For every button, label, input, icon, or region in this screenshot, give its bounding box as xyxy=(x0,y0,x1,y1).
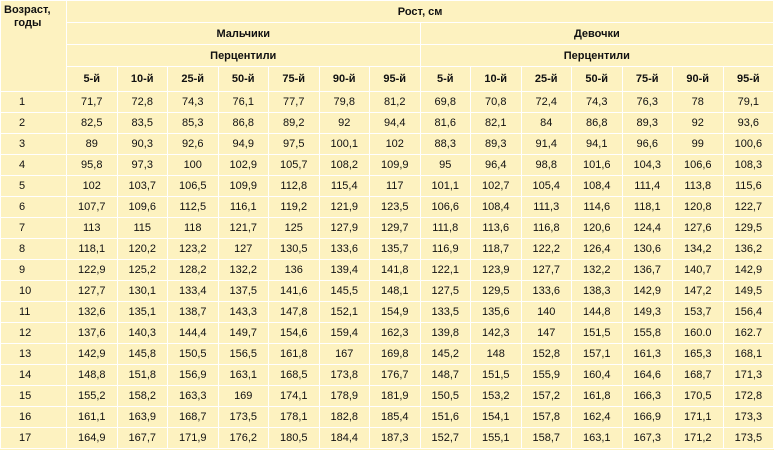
percentile-labels-row xyxy=(1,67,774,92)
girls-height-cell: 108,3 xyxy=(723,155,774,176)
girls-height-cell: 163,1 xyxy=(572,428,623,449)
girls-height-cell: 142,9 xyxy=(723,260,774,281)
boys-height-cell: 127,9 xyxy=(319,218,370,239)
boys-height-cell: 145,5 xyxy=(319,281,370,302)
girls-height-cell: 92 xyxy=(673,113,724,134)
girls-height-cell: 78 xyxy=(673,92,724,113)
boys-height-cell: 89,2 xyxy=(269,113,320,134)
girls-height-cell: 168,7 xyxy=(673,365,724,386)
girls-height-cell: 152,8 xyxy=(521,344,572,365)
boys-height-cell: 122,9 xyxy=(67,260,118,281)
girls-height-cell: 150,5 xyxy=(420,386,471,407)
girls-height-cell: 168,1 xyxy=(723,344,774,365)
girls-height-cell: 70,8 xyxy=(471,92,522,113)
table-row xyxy=(1,134,774,155)
girls-percentile-label: 75-й xyxy=(622,67,673,92)
girls-height-cell: 98,8 xyxy=(521,155,572,176)
boys-height-cell: 132,6 xyxy=(67,302,118,323)
girls-height-cell: 111,3 xyxy=(521,197,572,218)
boys-height-cell: 140,3 xyxy=(117,323,168,344)
girls-height-cell: 129,5 xyxy=(723,218,774,239)
boys-height-cell: 167 xyxy=(319,344,370,365)
boys-height-cell: 137,5 xyxy=(218,281,269,302)
boys-height-cell: 118 xyxy=(168,218,219,239)
boys-height-cell: 164,9 xyxy=(67,428,118,449)
boys-height-cell: 77,7 xyxy=(269,92,320,113)
boys-height-cell: 168,7 xyxy=(168,407,219,428)
girls-height-cell: 91,4 xyxy=(521,134,572,155)
girls-height-cell: 135,6 xyxy=(471,302,522,323)
boys-percentile-label: 10-й xyxy=(117,67,168,92)
boys-height-cell: 94,9 xyxy=(218,134,269,155)
girls-height-cell: 113,6 xyxy=(471,218,522,239)
girls-height-cell: 161,8 xyxy=(572,386,623,407)
girls-height-cell: 167,3 xyxy=(622,428,673,449)
girls-height-cell: 115,6 xyxy=(723,176,774,197)
girls-height-cell: 151,5 xyxy=(471,365,522,386)
girls-percentiles-header: Перцентили xyxy=(420,45,774,67)
boys-height-cell: 156,5 xyxy=(218,344,269,365)
boys-height-cell: 120,2 xyxy=(117,239,168,260)
girls-height-cell: 156,4 xyxy=(723,302,774,323)
girls-height-cell: 127,5 xyxy=(420,281,471,302)
girls-height-cell: 157,8 xyxy=(521,407,572,428)
girls-percentile-label: 5-й xyxy=(420,67,471,92)
age-cell: 16 xyxy=(1,407,67,428)
boys-height-cell: 180,5 xyxy=(269,428,320,449)
girls-height-cell: 86,8 xyxy=(572,113,623,134)
girls-height-cell: 140,7 xyxy=(673,260,724,281)
boys-height-cell: 125 xyxy=(269,218,320,239)
girls-height-cell: 118,1 xyxy=(622,197,673,218)
girls-height-cell: 76,3 xyxy=(622,92,673,113)
girls-height-cell: 170,5 xyxy=(673,386,724,407)
boys-height-cell: 161,1 xyxy=(67,407,118,428)
girls-height-cell: 79,1 xyxy=(723,92,774,113)
boys-height-cell: 103,7 xyxy=(117,176,168,197)
girls-percentile-label: 10-й xyxy=(471,67,522,92)
age-cell: 4 xyxy=(1,155,67,176)
boys-height-cell: 163,3 xyxy=(168,386,219,407)
girls-height-cell: 116,8 xyxy=(521,218,572,239)
girls-height-cell: 106,6 xyxy=(420,197,471,218)
girls-height-cell: 173,5 xyxy=(723,428,774,449)
girls-height-cell: 149,5 xyxy=(723,281,774,302)
girls-height-cell: 120,8 xyxy=(673,197,724,218)
age-cell: 3 xyxy=(1,134,67,155)
girls-height-cell: 144,8 xyxy=(572,302,623,323)
age-cell: 9 xyxy=(1,260,67,281)
girls-height-cell: 120,6 xyxy=(572,218,623,239)
girls-height-cell: 171,1 xyxy=(673,407,724,428)
boys-height-cell: 82,5 xyxy=(67,113,118,134)
table-body xyxy=(1,92,774,449)
boys-height-cell: 90,3 xyxy=(117,134,168,155)
girls-height-cell: 138,3 xyxy=(572,281,623,302)
boys-height-cell: 169 xyxy=(218,386,269,407)
age-header-line2: годы xyxy=(14,17,42,29)
boys-height-cell: 105,7 xyxy=(269,155,320,176)
boys-percentile-label: 95-й xyxy=(370,67,421,92)
girls-height-cell: 108,4 xyxy=(471,197,522,218)
girls-height-cell: 161,3 xyxy=(622,344,673,365)
girls-height-cell: 142,3 xyxy=(471,323,522,344)
girls-height-cell: 164,6 xyxy=(622,365,673,386)
boys-height-cell: 163,9 xyxy=(117,407,168,428)
boys-height-cell: 142,9 xyxy=(67,344,118,365)
girls-height-cell: 105,4 xyxy=(521,176,572,197)
boys-height-cell: 95,8 xyxy=(67,155,118,176)
girls-height-cell: 94,1 xyxy=(572,134,623,155)
boys-height-cell: 138,7 xyxy=(168,302,219,323)
table-row xyxy=(1,365,774,386)
girls-height-cell: 155,9 xyxy=(521,365,572,386)
boys-percentile-label: 25-й xyxy=(168,67,219,92)
girls-header: Девочки xyxy=(420,23,774,45)
age-cell: 6 xyxy=(1,197,67,218)
girls-height-cell: 100,6 xyxy=(723,134,774,155)
boys-height-cell: 92,6 xyxy=(168,134,219,155)
boys-height-cell: 85,3 xyxy=(168,113,219,134)
girls-height-cell: 153,7 xyxy=(673,302,724,323)
boys-height-cell: 100,1 xyxy=(319,134,370,155)
boys-height-cell: 171,9 xyxy=(168,428,219,449)
boys-height-cell: 127,7 xyxy=(67,281,118,302)
table-row xyxy=(1,92,774,113)
girls-height-cell: 130,6 xyxy=(622,239,673,260)
age-cell: 14 xyxy=(1,365,67,386)
boys-height-cell: 185,4 xyxy=(370,407,421,428)
boys-height-cell: 89 xyxy=(67,134,118,155)
table-row xyxy=(1,239,774,260)
boys-height-cell: 133,4 xyxy=(168,281,219,302)
girls-height-cell: 133,6 xyxy=(521,281,572,302)
girls-height-cell: 166,3 xyxy=(622,386,673,407)
boys-height-cell: 135,1 xyxy=(117,302,168,323)
girls-height-cell: 89,3 xyxy=(622,113,673,134)
age-cell: 13 xyxy=(1,344,67,365)
table-row xyxy=(1,323,774,344)
table-row xyxy=(1,197,774,218)
boys-height-cell: 152,1 xyxy=(319,302,370,323)
girls-height-cell: 152,7 xyxy=(420,428,471,449)
girls-height-cell: 108,4 xyxy=(572,176,623,197)
table-row xyxy=(1,386,774,407)
age-cell: 12 xyxy=(1,323,67,344)
boys-height-cell: 158,2 xyxy=(117,386,168,407)
girls-height-cell: 104,3 xyxy=(622,155,673,176)
girls-height-cell: 153,2 xyxy=(471,386,522,407)
girls-height-cell: 151,5 xyxy=(572,323,623,344)
girls-height-cell: 154,1 xyxy=(471,407,522,428)
girls-height-cell: 82,1 xyxy=(471,113,522,134)
boys-height-cell: 112,5 xyxy=(168,197,219,218)
boys-height-cell: 121,9 xyxy=(319,197,370,218)
girls-height-cell: 102,7 xyxy=(471,176,522,197)
boys-height-cell: 128,2 xyxy=(168,260,219,281)
age-cell: 17 xyxy=(1,428,67,449)
table-row xyxy=(1,260,774,281)
boys-height-cell: 130,5 xyxy=(269,239,320,260)
boys-height-cell: 121,7 xyxy=(218,218,269,239)
boys-height-cell: 97,5 xyxy=(269,134,320,155)
boys-height-cell: 181,9 xyxy=(370,386,421,407)
girls-height-cell: 171,3 xyxy=(723,365,774,386)
table-row xyxy=(1,344,774,365)
girls-height-cell: 114,6 xyxy=(572,197,623,218)
boys-height-cell: 154,9 xyxy=(370,302,421,323)
boys-percentile-label: 5-й xyxy=(67,67,118,92)
boys-height-cell: 176,7 xyxy=(370,365,421,386)
girls-height-cell: 118,7 xyxy=(471,239,522,260)
girls-height-cell: 160,4 xyxy=(572,365,623,386)
girls-percentile-label: 95-й xyxy=(723,67,774,92)
girls-height-cell: 106,6 xyxy=(673,155,724,176)
boys-height-cell: 150,5 xyxy=(168,344,219,365)
boys-height-cell: 176,2 xyxy=(218,428,269,449)
boys-height-cell: 100 xyxy=(168,155,219,176)
boys-height-cell: 116,1 xyxy=(218,197,269,218)
boys-percentile-label: 75-й xyxy=(269,67,320,92)
boys-height-cell: 119,2 xyxy=(269,197,320,218)
boys-height-cell: 167,7 xyxy=(117,428,168,449)
girls-percentile-label: 25-й xyxy=(521,67,572,92)
girls-height-cell: 122,2 xyxy=(521,239,572,260)
boys-height-cell: 144,4 xyxy=(168,323,219,344)
age-cell: 10 xyxy=(1,281,67,302)
boys-height-cell: 102,9 xyxy=(218,155,269,176)
girls-height-cell: 155,8 xyxy=(622,323,673,344)
boys-height-cell: 163,1 xyxy=(218,365,269,386)
boys-height-cell: 148,1 xyxy=(370,281,421,302)
boys-height-cell: 136 xyxy=(269,260,320,281)
boys-height-cell: 154,6 xyxy=(269,323,320,344)
boys-height-cell: 168,5 xyxy=(269,365,320,386)
girls-height-cell: 136,7 xyxy=(622,260,673,281)
boys-height-cell: 135,7 xyxy=(370,239,421,260)
boys-height-cell: 74,3 xyxy=(168,92,219,113)
boys-height-cell: 106,5 xyxy=(168,176,219,197)
boys-height-cell: 92 xyxy=(319,113,370,134)
boys-height-cell: 109,6 xyxy=(117,197,168,218)
age-cell: 8 xyxy=(1,239,67,260)
table-row xyxy=(1,218,774,239)
boys-height-cell: 102 xyxy=(67,176,118,197)
girls-height-cell: 116,9 xyxy=(420,239,471,260)
boys-height-cell: 102 xyxy=(370,134,421,155)
boys-height-cell: 133,6 xyxy=(319,239,370,260)
boys-height-cell: 143,3 xyxy=(218,302,269,323)
boys-height-cell: 139,4 xyxy=(319,260,370,281)
girls-height-cell: 160.0 xyxy=(673,323,724,344)
boys-percentiles-header: Перцентили xyxy=(67,45,421,67)
table-row xyxy=(1,428,774,449)
girls-height-cell: 127,7 xyxy=(521,260,572,281)
boys-height-cell: 187,3 xyxy=(370,428,421,449)
boys-header: Мальчики xyxy=(67,23,421,45)
age-column-header xyxy=(1,1,67,92)
boys-height-cell: 149,7 xyxy=(218,323,269,344)
girls-height-cell: 129,5 xyxy=(471,281,522,302)
boys-height-cell: 145,8 xyxy=(117,344,168,365)
girls-height-cell: 74,3 xyxy=(572,92,623,113)
girls-height-cell: 147,2 xyxy=(673,281,724,302)
boys-height-cell: 81,2 xyxy=(370,92,421,113)
girls-height-cell: 172,8 xyxy=(723,386,774,407)
boys-height-cell: 162,3 xyxy=(370,323,421,344)
girls-height-cell: 147 xyxy=(521,323,572,344)
girls-height-cell: 157,1 xyxy=(572,344,623,365)
girls-height-cell: 148,7 xyxy=(420,365,471,386)
boys-height-cell: 71,7 xyxy=(67,92,118,113)
table-row xyxy=(1,281,774,302)
girls-height-cell: 133,5 xyxy=(420,302,471,323)
girls-height-cell: 173,3 xyxy=(723,407,774,428)
boys-height-cell: 169,8 xyxy=(370,344,421,365)
girls-height-cell: 148 xyxy=(471,344,522,365)
boys-height-cell: 109,9 xyxy=(218,176,269,197)
age-cell: 7 xyxy=(1,218,67,239)
girls-height-cell: 124,4 xyxy=(622,218,673,239)
age-cell: 11 xyxy=(1,302,67,323)
boys-height-cell: 125,2 xyxy=(117,260,168,281)
boys-height-cell: 156,9 xyxy=(168,365,219,386)
boys-height-cell: 174,1 xyxy=(269,386,320,407)
boys-height-cell: 118,1 xyxy=(67,239,118,260)
girls-height-cell: 111,8 xyxy=(420,218,471,239)
boys-height-cell: 112,8 xyxy=(269,176,320,197)
boys-height-cell: 127 xyxy=(218,239,269,260)
boys-height-cell: 129,7 xyxy=(370,218,421,239)
girls-height-cell: 111,4 xyxy=(622,176,673,197)
girls-height-cell: 140 xyxy=(521,302,572,323)
boys-height-cell: 147,8 xyxy=(269,302,320,323)
girls-height-cell: 162.7 xyxy=(723,323,774,344)
girls-height-cell: 84 xyxy=(521,113,572,134)
girls-height-cell: 162,4 xyxy=(572,407,623,428)
table-row xyxy=(1,407,774,428)
boys-height-cell: 107,7 xyxy=(67,197,118,218)
girls-height-cell: 149,3 xyxy=(622,302,673,323)
boys-height-cell: 86,8 xyxy=(218,113,269,134)
age-cell: 5 xyxy=(1,176,67,197)
girls-height-cell: 72,4 xyxy=(521,92,572,113)
height-header: Рост, см xyxy=(67,1,774,23)
boys-height-cell: 173,8 xyxy=(319,365,370,386)
girls-height-cell: 81,6 xyxy=(420,113,471,134)
girls-height-cell: 96,6 xyxy=(622,134,673,155)
boys-percentile-label: 90-й xyxy=(319,67,370,92)
girls-height-cell: 126,4 xyxy=(572,239,623,260)
boys-height-cell: 173,5 xyxy=(218,407,269,428)
table-row xyxy=(1,302,774,323)
boys-height-cell: 76,1 xyxy=(218,92,269,113)
table-row xyxy=(1,155,774,176)
girls-height-cell: 122,1 xyxy=(420,260,471,281)
girls-height-cell: 122,7 xyxy=(723,197,774,218)
boys-height-cell: 184,4 xyxy=(319,428,370,449)
girls-height-cell: 123,9 xyxy=(471,260,522,281)
girls-percentile-label: 50-й xyxy=(572,67,623,92)
boys-height-cell: 108,2 xyxy=(319,155,370,176)
girls-height-cell: 101,1 xyxy=(420,176,471,197)
age-cell: 15 xyxy=(1,386,67,407)
girls-height-cell: 136,2 xyxy=(723,239,774,260)
girls-height-cell: 95 xyxy=(420,155,471,176)
girls-height-cell: 69,8 xyxy=(420,92,471,113)
boys-height-cell: 123,2 xyxy=(168,239,219,260)
boys-height-cell: 178,1 xyxy=(269,407,320,428)
girls-height-cell: 158,7 xyxy=(521,428,572,449)
boys-height-cell: 97,3 xyxy=(117,155,168,176)
table-row xyxy=(1,113,774,134)
age-header-line1: Возраст, xyxy=(4,4,51,16)
girls-height-cell: 99 xyxy=(673,134,724,155)
boys-percentile-label: 50-й xyxy=(218,67,269,92)
boys-height-cell: 130,1 xyxy=(117,281,168,302)
boys-height-cell: 137,6 xyxy=(67,323,118,344)
boys-height-cell: 132,2 xyxy=(218,260,269,281)
girls-height-cell: 166,9 xyxy=(622,407,673,428)
boys-height-cell: 115 xyxy=(117,218,168,239)
age-cell: 2 xyxy=(1,113,67,134)
boys-height-cell: 123,5 xyxy=(370,197,421,218)
boys-height-cell: 141,6 xyxy=(269,281,320,302)
girls-height-cell: 132,2 xyxy=(572,260,623,281)
girls-height-cell: 165,3 xyxy=(673,344,724,365)
boys-height-cell: 115,4 xyxy=(319,176,370,197)
boys-height-cell: 113 xyxy=(67,218,118,239)
boys-height-cell: 178,9 xyxy=(319,386,370,407)
age-cell: 1 xyxy=(1,92,67,113)
boys-height-cell: 151,8 xyxy=(117,365,168,386)
boys-height-cell: 141,8 xyxy=(370,260,421,281)
boys-height-cell: 182,8 xyxy=(319,407,370,428)
boys-height-cell: 79,8 xyxy=(319,92,370,113)
girls-height-cell: 96,4 xyxy=(471,155,522,176)
boys-height-cell: 148,8 xyxy=(67,365,118,386)
table-row xyxy=(1,176,774,197)
girls-height-cell: 101,6 xyxy=(572,155,623,176)
boys-height-cell: 159,4 xyxy=(319,323,370,344)
girls-height-cell: 157,2 xyxy=(521,386,572,407)
boys-height-cell: 94,4 xyxy=(370,113,421,134)
boys-height-cell: 155,2 xyxy=(67,386,118,407)
boys-height-cell: 161,8 xyxy=(269,344,320,365)
boys-height-cell: 72,8 xyxy=(117,92,168,113)
girls-height-cell: 139,8 xyxy=(420,323,471,344)
girls-height-cell: 127,6 xyxy=(673,218,724,239)
girls-height-cell: 145,2 xyxy=(420,344,471,365)
boys-height-cell: 83,5 xyxy=(117,113,168,134)
girls-height-cell: 142,9 xyxy=(622,281,673,302)
girls-height-cell: 93,6 xyxy=(723,113,774,134)
girls-height-cell: 89,3 xyxy=(471,134,522,155)
boys-height-cell: 117 xyxy=(370,176,421,197)
girls-height-cell: 155,1 xyxy=(471,428,522,449)
girls-percentile-label: 90-й xyxy=(673,67,724,92)
girls-height-cell: 171,2 xyxy=(673,428,724,449)
girls-height-cell: 113,8 xyxy=(673,176,724,197)
girls-height-cell: 88,3 xyxy=(420,134,471,155)
girls-height-cell: 151,6 xyxy=(420,407,471,428)
boys-height-cell: 109,9 xyxy=(370,155,421,176)
girls-height-cell: 134,2 xyxy=(673,239,724,260)
